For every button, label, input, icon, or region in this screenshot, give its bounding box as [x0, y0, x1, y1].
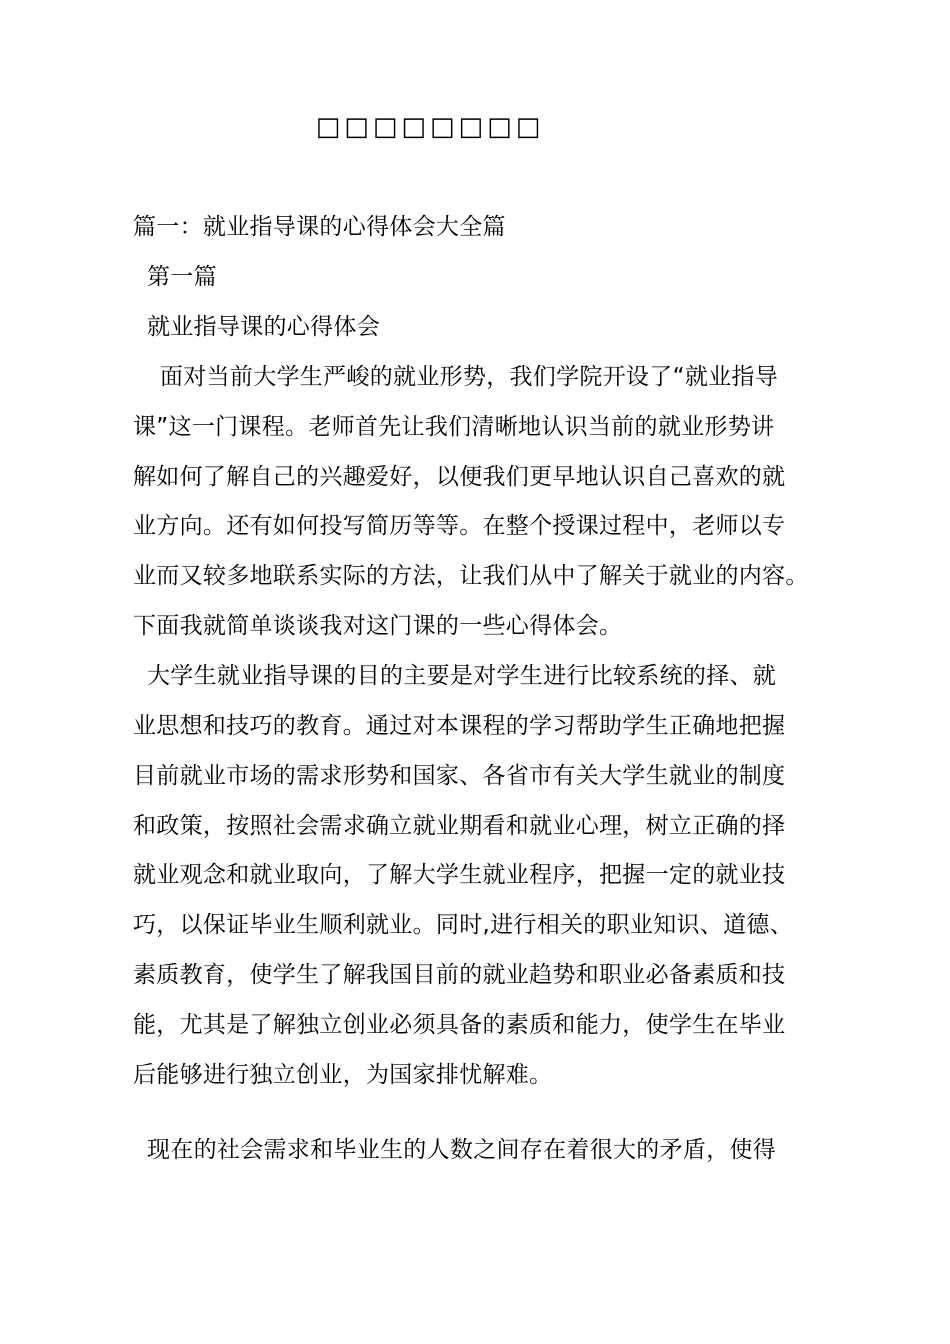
body-line: 和政策，按照社会需求确立就业期看和就业心理，树立正确的择	[133, 813, 786, 839]
body-line: 业思想和技巧的教育。通过对本课程的学习帮助学生正确地把握	[133, 713, 786, 739]
section-label: 第一篇	[147, 264, 217, 290]
body-line: 后能够进行独立创业，为国家排忧解难。	[133, 1062, 553, 1088]
body-line: 面对当前大学生严峻的就业形势，我们学院开设了“就业指导	[160, 364, 779, 390]
body-line: 素质教育，使学生了解我国目前的就业趋势和职业必备素质和技	[133, 962, 786, 988]
document-title: □□□□□□□□	[315, 112, 545, 142]
body-line: 业而又较多地联系实际的方法，让我们从中了解关于就业的内容。	[133, 563, 809, 589]
subheading: 就业指导课的心得体会	[147, 314, 380, 340]
body-line: 课”这一门课程。老师首先让我们清晰地认识当前的就业形势讲	[133, 414, 775, 440]
section-heading: 篇一：就业指导课的心得体会大全篇	[133, 214, 506, 240]
body-line: 下面我就简单谈谈我对这门课的一些心得体会。	[133, 613, 623, 639]
body-line: 大学生就业指导课的目的主要是对学生进行比较系统的择、就	[147, 663, 777, 689]
body-line: 就业观念和就业取向，了解大学生就业程序，把握一定的就业技	[133, 862, 786, 888]
body-line: 业方向。还有如何投写简历等等。在整个授课过程中，老师以专	[133, 513, 786, 539]
body-line: 能，尤其是了解独立创业必须具备的素质和能力，使学生在毕业	[133, 1012, 786, 1038]
body-line: 解如何了解自己的兴趣爱好，以便我们更早地认识自己喜欢的就	[133, 464, 786, 490]
body-line: 现在的社会需求和毕业生的人数之间存在着很大的矛盾，使得	[147, 1137, 777, 1163]
body-line: 目前就业市场的需求形势和国家、各省市有关大学生就业的制度	[133, 763, 786, 789]
body-line: 巧，以保证毕业生顺利就业。同时,进行相关的职业知识、道德、	[133, 912, 794, 938]
